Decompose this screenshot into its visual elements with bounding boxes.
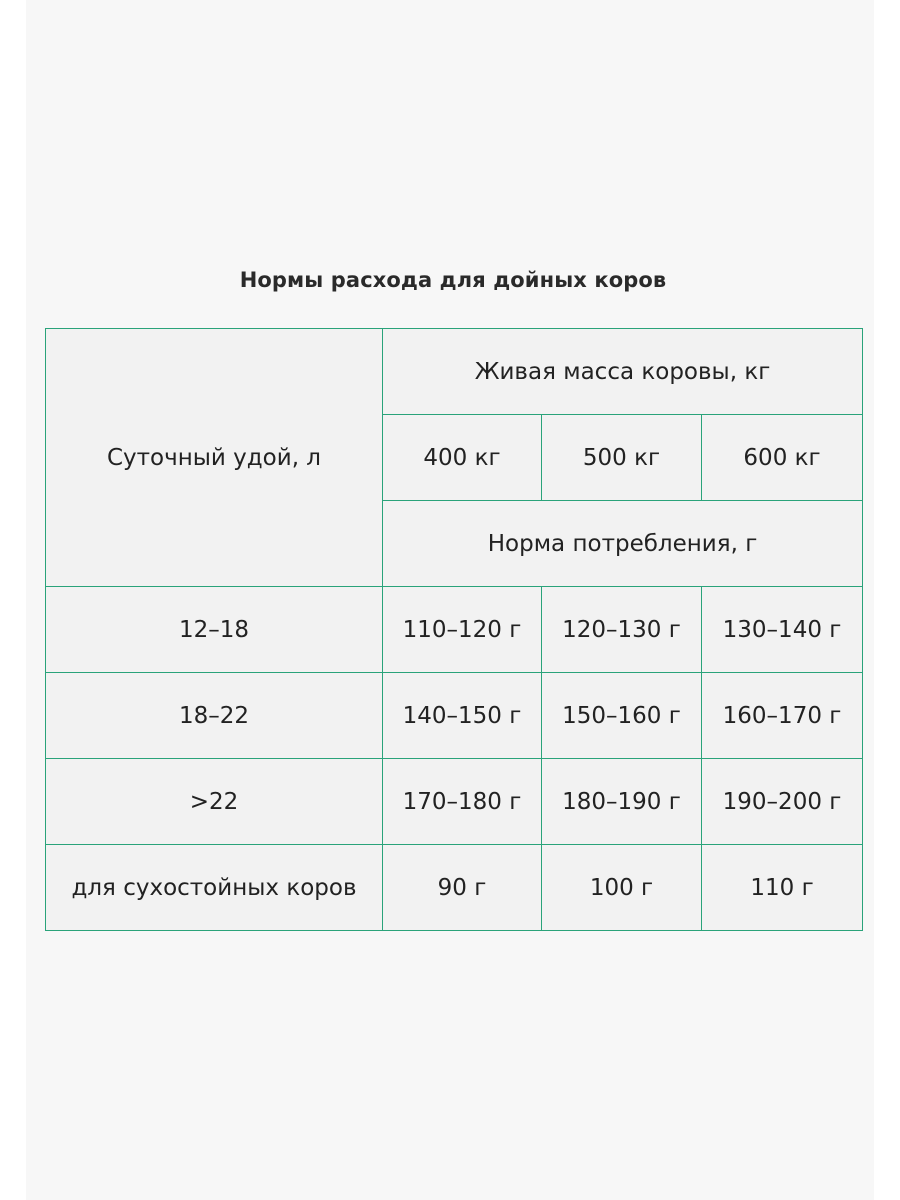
table-cell: 140–150 г bbox=[383, 673, 542, 759]
row-label: 18–22 bbox=[46, 673, 383, 759]
mass-column-400: 400 кг bbox=[383, 415, 542, 501]
table-cell: 190–200 г bbox=[702, 759, 863, 845]
daily-yield-header: Суточный удой, л bbox=[46, 329, 383, 587]
consumption-norm-header: Норма потребления, г bbox=[383, 501, 863, 587]
table-cell: 160–170 г bbox=[702, 673, 863, 759]
table-cell: 130–140 г bbox=[702, 587, 863, 673]
table-cell: 100 г bbox=[542, 845, 702, 931]
table-row bbox=[46, 845, 863, 931]
table-cell: 90 г bbox=[383, 845, 542, 931]
row-label: 12–18 bbox=[46, 587, 383, 673]
table-cell: 150–160 г bbox=[542, 673, 702, 759]
mass-column-500: 500 кг bbox=[542, 415, 702, 501]
mass-column-600: 600 кг bbox=[702, 415, 863, 501]
row-label: для сухостойных коров bbox=[46, 845, 383, 931]
table-cell: 170–180 г bbox=[383, 759, 542, 845]
table-cell: 110 г bbox=[702, 845, 863, 931]
table-cell: 180–190 г bbox=[542, 759, 702, 845]
table-cell: 120–130 г bbox=[542, 587, 702, 673]
norms-table bbox=[45, 328, 863, 931]
header-row-mass bbox=[46, 329, 863, 415]
table-row bbox=[46, 587, 863, 673]
live-mass-header: Живая масса коровы, кг bbox=[383, 329, 863, 415]
row-label: >22 bbox=[46, 759, 383, 845]
table-row bbox=[46, 673, 863, 759]
table-cell: 110–120 г bbox=[383, 587, 542, 673]
page-title: Нормы расхода для дойных коров bbox=[239, 268, 667, 292]
table-row bbox=[46, 759, 863, 845]
